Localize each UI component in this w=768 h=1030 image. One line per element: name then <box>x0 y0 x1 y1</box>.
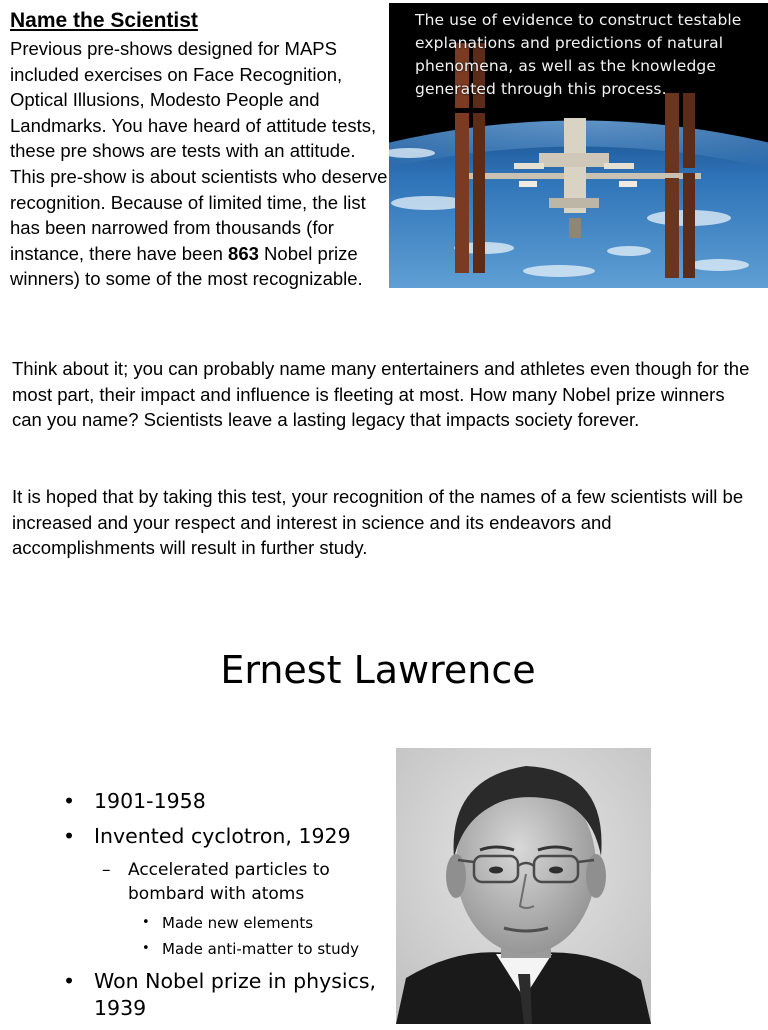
space-station-image <box>389 3 768 288</box>
bullet-dot-icon: • <box>62 789 76 813</box>
intro-text-end: Nobel prize winners) to some of the most recognizable. <box>10 242 363 290</box>
sub-sub-bullet-text: Made new elements <box>162 914 314 932</box>
image-caption: The use of evidence to construct testable explanations and predictions of natural phenomena, as well as the knowledge generated through this process. <box>415 11 742 98</box>
sub-bullet-text: Accelerated particles to bombard with atoms <box>128 860 330 904</box>
bullet-text: Invented cyclotron, 1929 <box>94 824 351 848</box>
bullet-dot-icon: • <box>62 969 76 993</box>
body-paragraph: Think about it; you can probably name many entertainers and athletes even though for the most part, their impact and influence is fleeting at most. How many Nobel prize winners can you name? Scientists leave a lasting legacy that impacts society forever. <box>12 358 750 431</box>
bullet-dot-icon: • <box>62 824 76 848</box>
intro-paragraph <box>10 36 388 292</box>
bullet-text: 1901-1958 <box>94 789 206 813</box>
portrait-illustration <box>396 748 651 1024</box>
scientist-portrait <box>396 748 651 1024</box>
space-station-illustration <box>389 3 768 288</box>
bullet-item <box>62 968 382 1022</box>
dash-icon: – <box>102 860 111 880</box>
bullet-item <box>62 823 382 850</box>
sub-bullet-item <box>62 858 382 906</box>
intro-text-start: Previous pre-shows designed for MAPS included exercises on Face Recognition, Optical Illusions, Modesto People and Landmarks. You have heard of attitude tests, these pre shows are tests with an attitude. This pre-show is about scientists who deserve recognition. Because of limited time, the list has been narrowed from thousands (for instance, there have been <box>10 38 388 264</box>
bottom-slide <box>0 580 768 1024</box>
bullet-text: Won Nobel prize in physics, 1939 <box>94 969 377 1020</box>
bullet-list <box>62 788 382 1030</box>
bullet-item <box>62 788 382 815</box>
sub-sub-bullet-text: Made anti-matter to study <box>162 940 359 958</box>
bullet-dot-icon: • <box>142 915 150 930</box>
slide-heading: Ernest Lawrence <box>220 648 536 692</box>
body-paragraph: It is hoped that by taking this test, your recognition of the names of a few scientists will be increased and your respect and interest in science and its endeavors and accomplishments will result in further study. <box>12 486 744 559</box>
page-title: Name the Scientist <box>10 9 198 32</box>
bullet-dot-icon: • <box>142 941 150 956</box>
nobel-count: 863 <box>228 242 259 264</box>
sub-sub-bullet-item <box>62 910 382 936</box>
sub-sub-bullet-item <box>62 936 382 962</box>
